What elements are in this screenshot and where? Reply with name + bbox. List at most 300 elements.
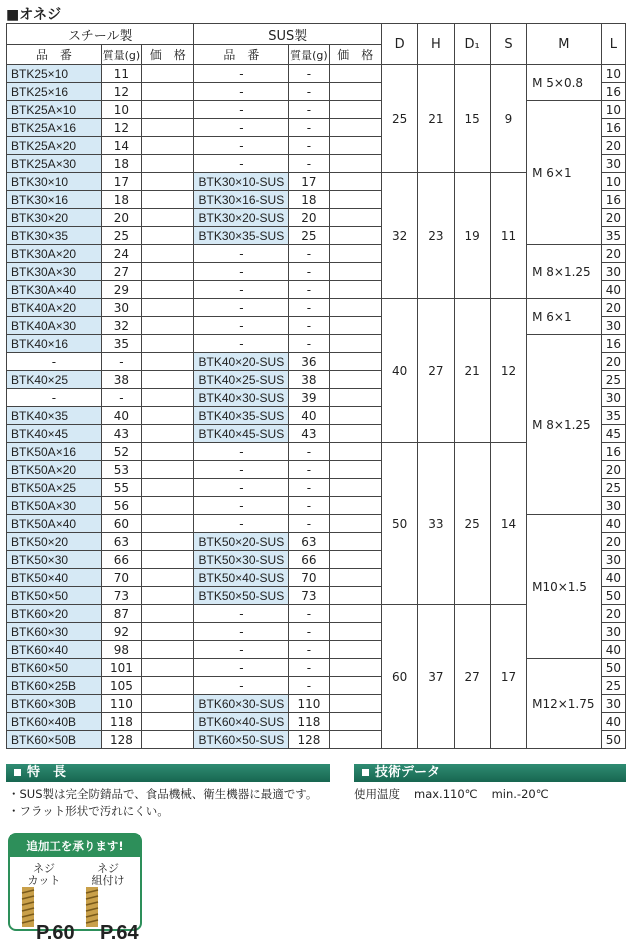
- sus-price: [329, 335, 381, 353]
- steel-part-number: BTK30A×40: [7, 281, 102, 299]
- sus-part-number: -: [194, 299, 289, 317]
- length-l: 25: [601, 677, 625, 695]
- sus-weight: -: [289, 497, 329, 515]
- tech-header: [354, 764, 626, 782]
- sus-price: [329, 569, 381, 587]
- steel-part-number: BTK50A×20: [7, 461, 102, 479]
- sus-price: [329, 605, 381, 623]
- sus-price: [329, 407, 381, 425]
- steel-part-number: BTK50A×16: [7, 443, 102, 461]
- steel-part-number: BTK50A×30: [7, 497, 102, 515]
- sus-weight: -: [289, 461, 329, 479]
- thread-size: M 5×0.8: [527, 65, 602, 101]
- steel-price: [142, 245, 194, 263]
- steel-price: [142, 263, 194, 281]
- sus-price: [329, 677, 381, 695]
- thread-size: M 6×1: [527, 101, 602, 245]
- steel-part-number: BTK60×50B: [7, 731, 102, 749]
- sus-weight: -: [289, 65, 329, 83]
- steel-weight-header: 質量(g): [101, 45, 141, 65]
- sus-part-number: -: [194, 497, 289, 515]
- length-l: 30: [601, 263, 625, 281]
- sus-price: [329, 371, 381, 389]
- dim-s: 17: [490, 605, 526, 749]
- sus-weight: -: [289, 281, 329, 299]
- sus-weight: 18: [289, 191, 329, 209]
- length-l: 16: [601, 191, 625, 209]
- steel-part-number: BTK60×40: [7, 641, 102, 659]
- steel-weight: 17: [101, 173, 141, 191]
- length-l: 35: [601, 407, 625, 425]
- sus-weight-header: 質量(g): [289, 45, 329, 65]
- sus-part-number: -: [194, 461, 289, 479]
- sus-weight: -: [289, 623, 329, 641]
- steel-part-number: BTK60×30B: [7, 695, 102, 713]
- steel-part-number: BTK40×35: [7, 407, 102, 425]
- steel-price-header: 価 格: [142, 45, 194, 65]
- length-l: 20: [601, 533, 625, 551]
- steel-part-number: BTK40×25: [7, 371, 102, 389]
- sus-price: [329, 587, 381, 605]
- dim-d: 60: [381, 605, 417, 749]
- thread-cut-page: P.60: [36, 922, 75, 944]
- tech-min: min.-20℃: [491, 787, 549, 801]
- sus-price: [329, 227, 381, 245]
- steel-weight: 43: [101, 425, 141, 443]
- length-l: 30: [601, 389, 625, 407]
- steel-weight: 38: [101, 371, 141, 389]
- promo-title: 追加工を承ります!: [10, 835, 140, 857]
- steel-part-number: BTK60×50: [7, 659, 102, 677]
- sus-price: [329, 245, 381, 263]
- steel-part-number: BTK40×16: [7, 335, 102, 353]
- sus-weight: -: [289, 299, 329, 317]
- steel-weight: 92: [101, 623, 141, 641]
- steel-weight: 12: [101, 119, 141, 137]
- table-row: [7, 515, 626, 533]
- sus-weight: 36: [289, 353, 329, 371]
- sus-price: [329, 191, 381, 209]
- sus-part-number: BTK30×20-SUS: [194, 209, 289, 227]
- sus-price-header: 価 格: [329, 45, 381, 65]
- steel-part-number: BTK60×40B: [7, 713, 102, 731]
- steel-price: [142, 605, 194, 623]
- sus-weight: 43: [289, 425, 329, 443]
- sus-part-number: BTK50×50-SUS: [194, 587, 289, 605]
- sus-part-number: -: [194, 137, 289, 155]
- length-l: 40: [601, 641, 625, 659]
- sus-weight: -: [289, 641, 329, 659]
- sus-part-no-header: 品 番: [194, 45, 289, 65]
- steel-price: [142, 443, 194, 461]
- steel-header: スチール製: [7, 24, 194, 45]
- dim-h: 21: [418, 65, 454, 173]
- sus-part-number: -: [194, 101, 289, 119]
- steel-price: [142, 425, 194, 443]
- sus-price: [329, 83, 381, 101]
- sus-weight: -: [289, 605, 329, 623]
- col-m-header: M: [527, 24, 602, 65]
- steel-part-number: BTK50×40: [7, 569, 102, 587]
- steel-weight: 53: [101, 461, 141, 479]
- steel-part-number: BTK40A×30: [7, 317, 102, 335]
- dim-h: 37: [418, 605, 454, 749]
- sus-price: [329, 623, 381, 641]
- sus-part-number: -: [194, 623, 289, 641]
- steel-price: [142, 569, 194, 587]
- steel-weight: 29: [101, 281, 141, 299]
- table-row: [7, 101, 626, 119]
- steel-price: [142, 371, 194, 389]
- sus-part-number: BTK60×50-SUS: [194, 731, 289, 749]
- sus-part-number: -: [194, 281, 289, 299]
- sus-weight: 70: [289, 569, 329, 587]
- features-list: [8, 786, 317, 820]
- length-l: 25: [601, 371, 625, 389]
- dim-d: 40: [381, 299, 417, 443]
- sus-part-number: -: [194, 479, 289, 497]
- sus-weight: 20: [289, 209, 329, 227]
- sus-price: [329, 263, 381, 281]
- sus-price: [329, 461, 381, 479]
- steel-price: [142, 209, 194, 227]
- sus-price: [329, 659, 381, 677]
- steel-part-number: BTK25×10: [7, 65, 102, 83]
- length-l: 30: [601, 497, 625, 515]
- steel-weight: 30: [101, 299, 141, 317]
- sus-weight: -: [289, 443, 329, 461]
- thread-assembly-link[interactable]: [78, 862, 139, 944]
- steel-part-number: BTK60×25B: [7, 677, 102, 695]
- sus-price: [329, 155, 381, 173]
- steel-weight: 18: [101, 191, 141, 209]
- length-l: 10: [601, 173, 625, 191]
- dim-h: 27: [418, 299, 454, 443]
- sus-price: [329, 551, 381, 569]
- sus-price: [329, 443, 381, 461]
- length-l: 30: [601, 623, 625, 641]
- dim-s: 11: [490, 173, 526, 299]
- length-l: 20: [601, 137, 625, 155]
- table-row: [7, 245, 626, 263]
- sus-price: [329, 389, 381, 407]
- dim-d1: 25: [454, 443, 490, 605]
- sus-part-number: -: [194, 119, 289, 137]
- steel-weight: -: [101, 353, 141, 371]
- steel-weight: 20: [101, 209, 141, 227]
- steel-price: [142, 461, 194, 479]
- tech-max: max.110℃: [414, 787, 478, 801]
- sus-price: [329, 119, 381, 137]
- steel-weight: 11: [101, 65, 141, 83]
- length-l: 20: [601, 245, 625, 263]
- sus-part-number: -: [194, 515, 289, 533]
- thread-assembly-page: P.64: [100, 922, 139, 944]
- steel-price: [142, 353, 194, 371]
- sus-part-number: -: [194, 605, 289, 623]
- sus-price: [329, 137, 381, 155]
- sus-weight: 25: [289, 227, 329, 245]
- sus-price: [329, 641, 381, 659]
- steel-weight: 52: [101, 443, 141, 461]
- steel-price: [142, 83, 194, 101]
- steel-weight: 10: [101, 101, 141, 119]
- steel-weight: 66: [101, 551, 141, 569]
- thread-assembly-label: ネジ 組付け: [91, 862, 125, 887]
- thread-size: M10×1.5: [527, 515, 602, 659]
- steel-part-number: BTK40×45: [7, 425, 102, 443]
- dim-d1: 27: [454, 605, 490, 749]
- steel-price: [142, 677, 194, 695]
- tech-label: 使用温度: [354, 787, 400, 801]
- sus-part-number: -: [194, 263, 289, 281]
- sus-weight: 118: [289, 713, 329, 731]
- dim-d: 25: [381, 65, 417, 173]
- steel-part-number: -: [7, 353, 102, 371]
- length-l: 20: [601, 605, 625, 623]
- sus-header: SUS製: [194, 24, 381, 45]
- steel-price: [142, 551, 194, 569]
- sus-part-number: BTK50×40-SUS: [194, 569, 289, 587]
- steel-part-no-header: 品 番: [7, 45, 102, 65]
- length-l: 25: [601, 479, 625, 497]
- steel-part-number: BTK25A×16: [7, 119, 102, 137]
- length-l: 16: [601, 443, 625, 461]
- dim-d: 50: [381, 443, 417, 605]
- sus-weight: -: [289, 101, 329, 119]
- steel-weight: 118: [101, 713, 141, 731]
- sus-price: [329, 65, 381, 83]
- sus-part-number: -: [194, 83, 289, 101]
- steel-part-number: BTK50A×25: [7, 479, 102, 497]
- length-l: 30: [601, 695, 625, 713]
- square-icon: [362, 769, 369, 776]
- sus-part-number: BTK50×20-SUS: [194, 533, 289, 551]
- length-l: 50: [601, 731, 625, 749]
- sus-part-number: BTK40×30-SUS: [194, 389, 289, 407]
- col-h-header: H: [418, 24, 454, 65]
- steel-part-number: BTK25A×20: [7, 137, 102, 155]
- steel-weight: 24: [101, 245, 141, 263]
- feature-item: ・フラット形状で汚れにくい。: [8, 804, 169, 818]
- thread-size: M 6×1: [527, 299, 602, 335]
- steel-price: [142, 659, 194, 677]
- dim-d1: 19: [454, 173, 490, 299]
- sus-price: [329, 713, 381, 731]
- sus-part-number: BTK60×30-SUS: [194, 695, 289, 713]
- steel-weight: 60: [101, 515, 141, 533]
- col-d1-header: D₁: [454, 24, 490, 65]
- steel-price: [142, 479, 194, 497]
- steel-weight: -: [101, 389, 141, 407]
- steel-weight: 27: [101, 263, 141, 281]
- sus-part-number: BTK40×35-SUS: [194, 407, 289, 425]
- sus-price: [329, 497, 381, 515]
- col-d-header: D: [381, 24, 417, 65]
- length-l: 16: [601, 119, 625, 137]
- table-row: [7, 659, 626, 677]
- features-title: 特 長: [27, 765, 67, 780]
- spec-table-body: [7, 65, 626, 749]
- sus-part-number: -: [194, 443, 289, 461]
- steel-price: [142, 317, 194, 335]
- sus-weight: 66: [289, 551, 329, 569]
- table-row: [7, 65, 626, 83]
- length-l: 30: [601, 155, 625, 173]
- sus-price: [329, 731, 381, 749]
- steel-weight: 63: [101, 533, 141, 551]
- dim-d: 32: [381, 173, 417, 299]
- steel-part-number: BTK60×30: [7, 623, 102, 641]
- sus-weight: -: [289, 119, 329, 137]
- steel-price: [142, 407, 194, 425]
- dim-d1: 21: [454, 299, 490, 443]
- additional-processing-box[interactable]: [8, 833, 142, 944]
- sus-part-number: -: [194, 335, 289, 353]
- steel-price: [142, 389, 194, 407]
- steel-part-number: BTK50×30: [7, 551, 102, 569]
- steel-weight: 73: [101, 587, 141, 605]
- sus-part-number: BTK40×25-SUS: [194, 371, 289, 389]
- sus-part-number: -: [194, 677, 289, 695]
- steel-part-number: BTK25×16: [7, 83, 102, 101]
- steel-part-number: BTK30A×20: [7, 245, 102, 263]
- steel-price: [142, 335, 194, 353]
- steel-weight: 110: [101, 695, 141, 713]
- steel-weight: 35: [101, 335, 141, 353]
- sus-price: [329, 425, 381, 443]
- sus-weight: 38: [289, 371, 329, 389]
- thread-size: M12×1.75: [527, 659, 602, 749]
- sus-weight: 39: [289, 389, 329, 407]
- tech-data: [354, 786, 563, 802]
- spec-table: [6, 23, 626, 749]
- thread-cut-link[interactable]: [14, 862, 75, 944]
- steel-weight: 56: [101, 497, 141, 515]
- steel-price: [142, 119, 194, 137]
- length-l: 20: [601, 353, 625, 371]
- sus-part-number: -: [194, 317, 289, 335]
- length-l: 40: [601, 713, 625, 731]
- sus-weight: -: [289, 677, 329, 695]
- steel-price: [142, 695, 194, 713]
- feature-item: ・SUS製は完全防錆品で、食品機械、衛生機器に最適です。: [8, 787, 318, 801]
- sus-weight: -: [289, 155, 329, 173]
- sus-part-number: -: [194, 659, 289, 677]
- thread-cut-label: ネジ カット: [27, 862, 61, 887]
- sus-price: [329, 533, 381, 551]
- sus-price: [329, 281, 381, 299]
- sus-weight: 73: [289, 587, 329, 605]
- steel-weight: 105: [101, 677, 141, 695]
- sus-part-number: BTK60×40-SUS: [194, 713, 289, 731]
- sus-part-number: -: [194, 155, 289, 173]
- table-row: [7, 299, 626, 317]
- sus-part-number: BTK40×20-SUS: [194, 353, 289, 371]
- steel-part-number: -: [7, 389, 102, 407]
- square-icon: [14, 769, 21, 776]
- sus-weight: -: [289, 479, 329, 497]
- length-l: 16: [601, 335, 625, 353]
- steel-weight: 40: [101, 407, 141, 425]
- col-s-header: S: [490, 24, 526, 65]
- steel-price: [142, 533, 194, 551]
- sus-weight: -: [289, 245, 329, 263]
- length-l: 16: [601, 83, 625, 101]
- sus-part-number: -: [194, 65, 289, 83]
- steel-weight: 98: [101, 641, 141, 659]
- dim-s: 9: [490, 65, 526, 173]
- steel-part-number: BTK50×50: [7, 587, 102, 605]
- bolt-icon: [80, 887, 104, 927]
- steel-part-number: BTK30A×30: [7, 263, 102, 281]
- sus-price: [329, 317, 381, 335]
- steel-weight: 18: [101, 155, 141, 173]
- sus-part-number: BTK30×35-SUS: [194, 227, 289, 245]
- steel-weight: 101: [101, 659, 141, 677]
- steel-price: [142, 623, 194, 641]
- length-l: 50: [601, 659, 625, 677]
- dim-s: 12: [490, 299, 526, 443]
- steel-weight: 128: [101, 731, 141, 749]
- length-l: 50: [601, 587, 625, 605]
- thread-size: M 8×1.25: [527, 335, 602, 515]
- length-l: 20: [601, 461, 625, 479]
- steel-part-number: BTK30×35: [7, 227, 102, 245]
- steel-price: [142, 281, 194, 299]
- sus-price: [329, 353, 381, 371]
- length-l: 35: [601, 227, 625, 245]
- sus-price: [329, 209, 381, 227]
- sus-weight: 17: [289, 173, 329, 191]
- steel-price: [142, 101, 194, 119]
- sus-weight: -: [289, 515, 329, 533]
- steel-weight: 87: [101, 605, 141, 623]
- dim-h: 23: [418, 173, 454, 299]
- length-l: 30: [601, 551, 625, 569]
- steel-price: [142, 587, 194, 605]
- steel-part-number: BTK30×20: [7, 209, 102, 227]
- thread-size: M 8×1.25: [527, 245, 602, 299]
- steel-part-number: BTK25A×10: [7, 101, 102, 119]
- steel-part-number: BTK50A×40: [7, 515, 102, 533]
- sus-weight: -: [289, 317, 329, 335]
- sus-part-number: BTK40×45-SUS: [194, 425, 289, 443]
- steel-price: [142, 191, 194, 209]
- steel-weight: 12: [101, 83, 141, 101]
- length-l: 40: [601, 281, 625, 299]
- sus-price: [329, 101, 381, 119]
- length-l: 45: [601, 425, 625, 443]
- steel-part-number: BTK60×20: [7, 605, 102, 623]
- steel-price: [142, 299, 194, 317]
- features-header: [6, 764, 330, 782]
- sus-weight: 63: [289, 533, 329, 551]
- sus-price: [329, 299, 381, 317]
- steel-price: [142, 65, 194, 83]
- steel-part-number: BTK40A×20: [7, 299, 102, 317]
- sus-price: [329, 479, 381, 497]
- sus-weight: 128: [289, 731, 329, 749]
- steel-price: [142, 713, 194, 731]
- steel-weight: 14: [101, 137, 141, 155]
- tech-title: 技術データ: [375, 765, 441, 780]
- steel-price: [142, 731, 194, 749]
- bolt-icon: [16, 887, 40, 927]
- sus-part-number: BTK30×10-SUS: [194, 173, 289, 191]
- sus-part-number: BTK30×16-SUS: [194, 191, 289, 209]
- length-l: 10: [601, 101, 625, 119]
